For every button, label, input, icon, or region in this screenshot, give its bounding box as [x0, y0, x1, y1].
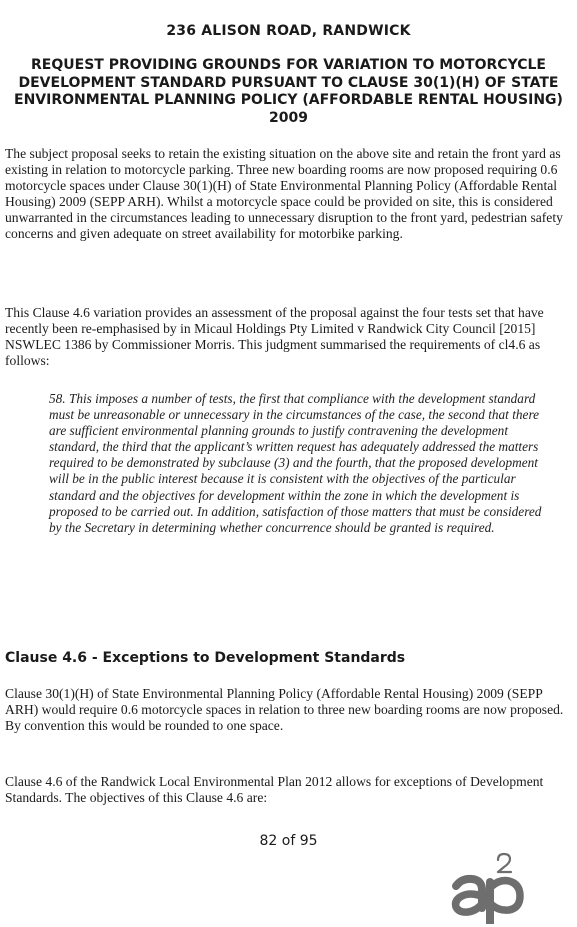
clause-paragraph: Clause 30(1)(H) of State Environmental Planning Policy (Affordable Rental Housing) 2009 (SEPP ARH) would require 0.6 motorcycle spaces in relation to three new boarding rooms are now proposed. By convention this would be rounded to one space. [5, 686, 564, 733]
judgment-quote: 58. This imposes a number of tests, the first that compliance with the development standard must be unreasonable or unnecessary in the circumstances of the case, the second that there are sufficient environmental planning grounds to justify contravening the development standard, the third that the applicant’s written request has adequately addressed the matters required to be demonstrated by subclause (3) and the fourth, that the proposed development will be in the public interest because it is consistent with the objectives of the particular standard and the objectives for development within the zone in which the development is proposed to be carried out. In addition, satisfaction of those matters that must be considered by the Secretary in determining whether concurrence should be granted is required. [49, 391, 542, 535]
intro-paragraph: The subject proposal seeks to retain the existing situation on the above site and retain the front yard as existing in relation to motorcycle parking. Three new boarding rooms are now proposed requiring 0.6 motorcycle spaces under Clause 30(1)(H) of State Environmental Planning Policy (Affordable Rental Housing) 2009 (SEPP ARH). Whilst a motorcycle space could be provided on site, this is considered unwarranted in the circumstances leading to unnecessary disruption to the front yard, pedestrian safety concerns and given adequate on street availability for motorbike parking. [5, 146, 563, 241]
variation-paragraph: This Clause 4.6 variation provides an assessment of the proposal against the four tests set that have recently been re-emphasised by in Micaul Holdings Pty Limited v Randwick City Council [2015] NSWLEC 1386 by Commissioner Morris. This judgment summarised the requirements of cl4.6 as follows: [5, 305, 544, 368]
objectives-paragraph: Clause 4.6 of the Randwick Local Environmental Plan 2012 allows for exceptions of Development Standards. The objectives of this Clause 4.6 are: [5, 774, 544, 805]
request-title: REQUEST PROVIDING GROUNDS FOR VARIATION TO MOTORCYCLE DEVELOPMENT STANDARD PURSUANT TO CLAUSE 30(1)(H) OF STATE ENVIRONMENTAL PLANNING POLICY (AFFORDABLE RENTAL HOUSING) 2009 [14, 57, 563, 126]
property-address: 236 ALISON ROAD, RANDWICK [166, 23, 411, 39]
a2p-logo [448, 852, 528, 924]
page-number: 82 of 95 [259, 833, 318, 849]
section-heading: Clause 4.6 - Exceptions to Development Standards [5, 650, 406, 666]
